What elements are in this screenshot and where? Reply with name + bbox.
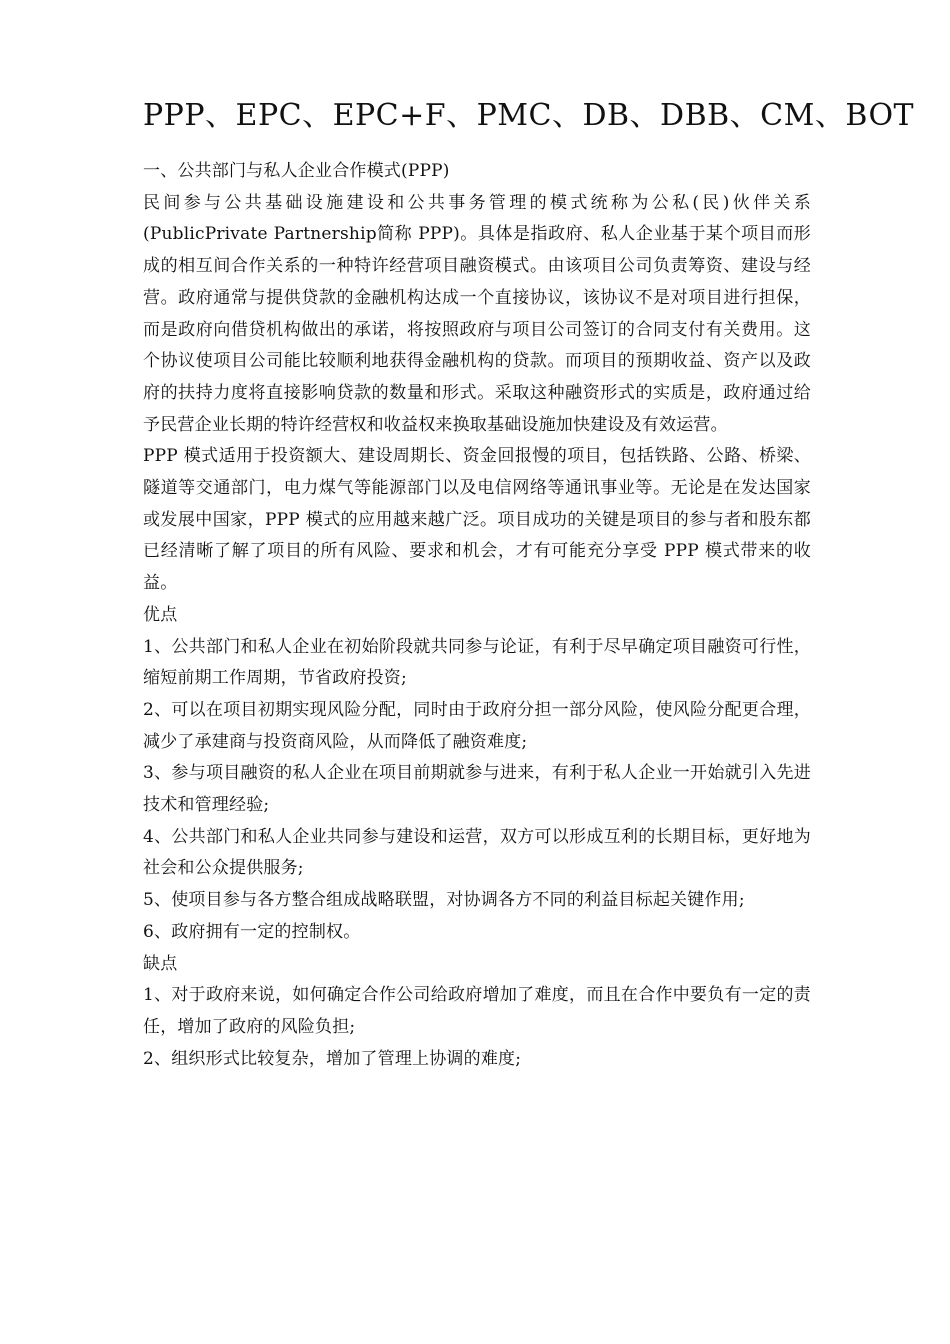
advantages-label: 优点 — [143, 604, 178, 625]
application-paragraph: PPP 模式适用于投资额大、建设周期长、资金回报慢的项目，包括铁路、公路、桥梁、隧道等交通部门，电力煤气等能源部门以及电信网络等通讯事业等。无论是在发达国家或发展中国家，PPP 模式的应用越来越广泛。项目成功的关键是项目的参与者和股东都已经清晰了解了项目的所有风险、要求和机会，才有可能充分享受 PPP 模式带来的收益。 — [143, 446, 811, 594]
intro-paragraph: 民间参与公共基础设施建设和公共事务管理的模式统称为公私(民)伙伴关系(PublicPrivate Partnership简称 PPP)。具体是指政府、私人企业基于某个项目而形成的相互间合作关系的一种特许经营项目融资模式。由该项目公司负责筹资、建设与经营。政府通常与提供贷款的金融机构达成一个直接协议，该协议不是对项目进行担保，而是政府向借贷机构做出的承诺，将按照政府与项目公司签订的合同支付有关费用。这个协议使项目公司能比较顺利地获得金融机构的贷款。而项目的预期收益、资产以及政府的扶持力度将直接影响贷款的数量和形式。采取这种融资形式的实质是，政府通过给予民营企业长期的特许经营权和收益权来换取基础设施加快建设及有效运营。 — [143, 192, 811, 435]
section-heading: 一、公共部门与私人企业合作模式(PPP) — [143, 161, 450, 181]
advantage-item: 6、政府拥有一定的控制权。 — [143, 921, 361, 942]
advantage-item: 2、可以在项目初期实现风险分配，同时由于政府分担一部分风险，使风险分配更合理，减少了承建商与投资商风险，从而降低了融资难度; — [143, 699, 811, 752]
advantage-item: 1、公共部门和私人企业在初始阶段就共同参与论证，有利于尽早确定项目融资可行性，缩短前期工作周期，节省政府投资; — [143, 636, 811, 689]
advantage-item: 5、使项目参与各方整合组成战略联盟，对协调各方不同的利益目标起关键作用; — [143, 890, 745, 911]
disadvantage-item: 1、对于政府来说，如何确定合作公司给政府增加了难度，而且在合作中要负有一定的责任，增加了政府的风险负担; — [143, 985, 811, 1037]
advantage-item: 4、公共部门和私人企业共同参与建设和运营，双方可以形成互利的长期目标，更好地为社会和公众提供服务; — [143, 826, 811, 879]
disadvantage-item: 2、组织形式比较复杂，增加了管理上协调的难度; — [143, 1048, 522, 1069]
document-title: PPP、EPC、EPC+F、PMC、DB、DBB、CM、BOT — [143, 98, 915, 133]
document-page — [143, 96, 915, 1075]
advantage-item: 3、参与项目融资的私人企业在项目前期就参与进来，有利于私人企业一开始就引入先进技术和管理经验; — [143, 763, 811, 816]
disadvantages-label: 缺点 — [143, 953, 178, 974]
document-body — [143, 156, 811, 1075]
